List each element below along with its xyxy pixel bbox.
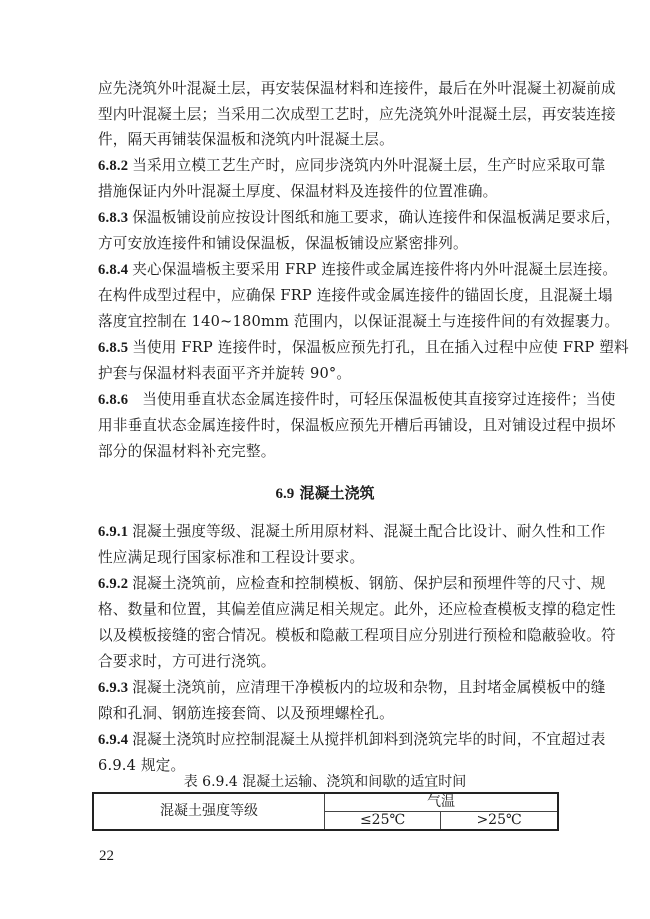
clause-text: 混凝土浇筑前，应清理干净模板内的垃圾和杂物，且封堵金属模板中的缝	[132, 679, 606, 696]
clause-number: 6.9.2	[98, 576, 129, 592]
text-line: 性应满足现行国家标准和工程设计要求。	[98, 549, 365, 566]
clause-text: 当采用立模工艺生产时，应同步浇筑内外叶混凝土层，生产时应采取可靠	[132, 157, 606, 174]
clause-number: 6.8.5	[98, 340, 129, 356]
column-header-cell: >25℃	[441, 812, 558, 831]
clause-text: 当使用 FRP 连接件时，保温板应预先打孔，且在插入过程中应使 FRP 塑料	[132, 339, 629, 356]
text-line: 在构件成型过程中，应确保 FRP 连接件或金属连接件的锚固长度，且混凝土塌	[98, 287, 613, 304]
clause-6-9-2-line	[98, 575, 606, 593]
timing-table	[92, 792, 559, 831]
clause-number: 6.9.4	[98, 732, 129, 748]
text-line: 用非垂直状态金属连接件时，保温板应预先开槽后再铺设，且对铺设过程中损坏	[98, 417, 616, 434]
clause-6-9-3-line	[98, 679, 606, 697]
column-header-cell: ≤25℃	[325, 812, 441, 831]
clause-6-8-2-line	[98, 157, 606, 175]
clause-6-9-4-line	[98, 731, 606, 749]
clause-number: 6.8.2	[98, 158, 129, 174]
text-line: 部分的保温材料补充完整。	[98, 443, 276, 460]
clause-6-9-1-line	[98, 523, 606, 541]
clause-6-8-5-line	[98, 339, 629, 357]
row-header-cell: 混凝土强度等级	[93, 793, 325, 830]
text-line: 6.9.4 规定。	[98, 757, 186, 774]
text-line: 合要求时，方可进行浇筑。	[98, 653, 276, 670]
clause-6-8-4-line	[98, 261, 618, 279]
section-number: 6.9	[275, 486, 295, 502]
text-line: 方可安放连接件和铺设保温板，保温板铺设应紧密排列。	[98, 235, 468, 252]
text-line: 落度宜控制在 140~180mm 范围内，以保证混凝土与连接件间的有效握裹力。	[98, 313, 620, 330]
text-line: 以及模板接缝的密合情况。模板和隐蔽工程项目应分别进行预检和隐蔽验收。符	[98, 627, 616, 644]
clause-text: 混凝土强度等级、混凝土所用原材料、混凝土配合比设计、耐久性和工作	[132, 523, 606, 540]
page-number: 22	[99, 848, 114, 864]
clause-number: 6.8.3	[98, 210, 129, 226]
clause-number: 6.8.4	[98, 262, 129, 278]
section-heading	[0, 482, 650, 503]
section-title-text: 混凝土浇筑	[299, 484, 375, 502]
text-line: 件，隔天再铺装保温板和浇筑内叶混凝土层。	[98, 131, 394, 148]
text-line: 措施保证内外叶混凝土厚度、保温材料及连接件的位置准确。	[98, 183, 498, 200]
clause-number: 6.9.1	[98, 524, 129, 540]
group-header-cell: 气温	[325, 793, 559, 812]
clause-6-8-6-line	[98, 391, 616, 409]
text-line: 型内叶混凝土层；当采用二次成型工艺时，应先浇筑外叶混凝土层，再安装连接	[98, 106, 616, 123]
clause-text: 夹心保温墙板主要采用 FRP 连接件或金属连接件将内外叶混凝土层连接。	[132, 261, 618, 278]
table-caption: 表 6.9.4 混凝土运输、浇筑和间歇的适宜时间	[183, 774, 467, 790]
clause-text: 混凝土浇筑时应控制混凝土从搅拌机卸料到浇筑完毕的时间，不宜超过表	[132, 731, 606, 748]
clause-text: 保温板铺设前应按设计图纸和施工要求，确认连接件和保温板满足要求后，	[132, 209, 621, 226]
clause-number: 6.9.3	[98, 680, 129, 696]
clause-6-8-3-line	[98, 209, 621, 227]
text-line: 隙和孔洞、钢筋连接套筒、以及预埋螺栓孔。	[98, 705, 394, 722]
clause-text: 当使用垂直状态金属连接件时，可轻压保温板使其直接穿过连接件；当使	[142, 391, 616, 408]
text-line: 应先浇筑外叶混凝土层，再安装保温材料和连接件，最后在外叶混凝土初凝前成	[98, 80, 616, 97]
clause-text: 混凝土浇筑前，应检查和控制模板、钢筋、保护层和预埋件等的尺寸、规	[132, 575, 606, 592]
text-line: 格、数量和位置，其偏差值应满足相关规定。此外，还应检查模板支撑的稳定性	[98, 601, 616, 618]
text-line: 护套与保温材料表面平齐并旋转 90°。	[98, 365, 352, 382]
clause-number: 6.8.6	[98, 392, 129, 408]
